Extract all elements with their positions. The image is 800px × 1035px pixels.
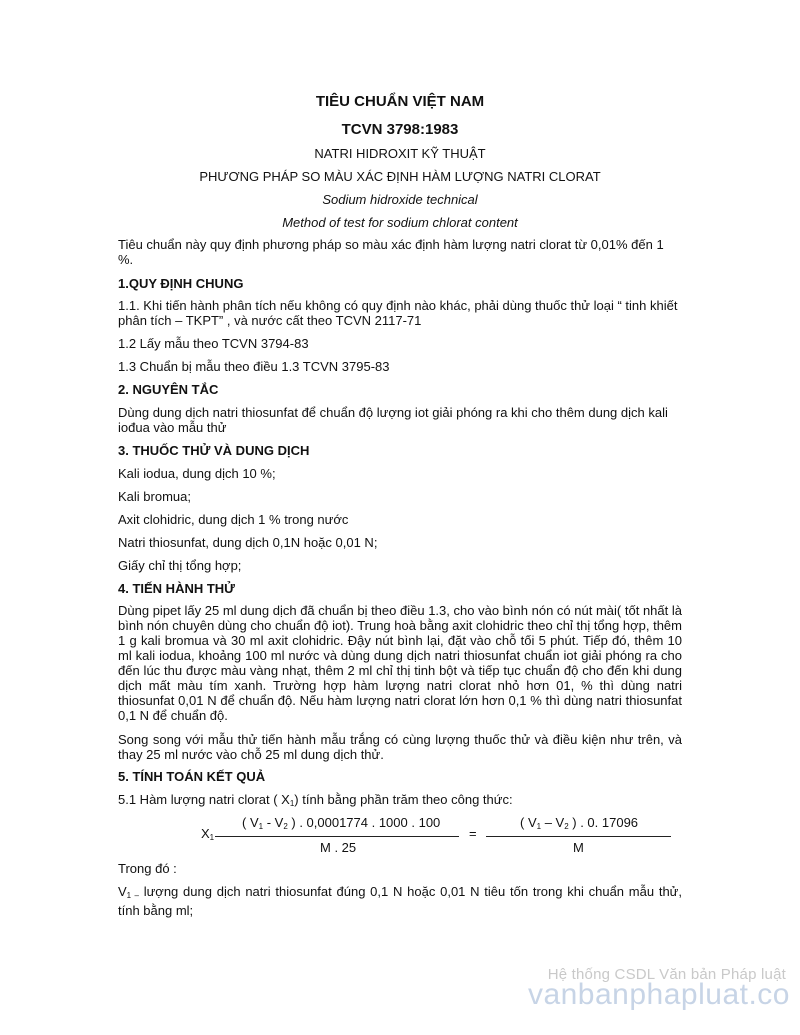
watermark-line-2: vanbanphapluat.co [527, 978, 790, 1011]
section-1-paragraph-1: 1.1. Khi tiến hành phân tích nếu không có quy định nào khác, phải dùng thuốc thử loại “ tinh khiết phân tích – TKPT” , và nước cất theo TCVN 2117-71 [118, 298, 678, 328]
fraction-bar-2 [486, 836, 671, 837]
subscript: 2 [283, 822, 288, 831]
text-segment: ) . 0,0001774 . 1000 . 100 [287, 815, 441, 830]
reagent-item: Kali iodua, dung dịch 10 %; [118, 466, 276, 481]
variable-definition-v1 [118, 884, 682, 918]
formula-numerator-1 [242, 815, 440, 831]
doc-method: PHƯƠNG PHÁP SO MÀU XÁC ĐỊNH HÀM LƯỢNG NATRI CLORAT [199, 169, 601, 184]
watermark-line-1: Hệ thống CSDL Văn bản Pháp luật [547, 966, 786, 983]
where-label: Trong đó : [118, 861, 177, 876]
subscript: 1 [289, 799, 295, 808]
subscript: 1 [536, 822, 542, 831]
text-segment: ( V [242, 815, 259, 830]
section-1-paragraph-2: 1.2 Lấy mẫu theo TCVN 3794-83 [118, 336, 309, 351]
formula-numerator-2 [520, 815, 638, 831]
formula-lhs [201, 826, 214, 842]
subscript: 2 [564, 822, 569, 831]
section-5-heading: 5. TÍNH TOÁN KẾT QUẢ [118, 769, 266, 784]
fraction-bar-1 [215, 836, 459, 837]
text-segment: 5.1 Hàm lượng natri clorat ( X [118, 792, 290, 807]
variable-symbol: V [118, 884, 127, 899]
doc-method-en: Method of test for sodium chlorat content [282, 215, 518, 230]
section-4-heading: 4. TIẾN HÀNH THỬ [118, 581, 235, 596]
section-1-heading: 1.QUY ĐỊNH CHUNG [118, 276, 244, 291]
formula-denominator-1: M . 25 [320, 840, 357, 855]
reagent-item: Kali bromua; [118, 489, 191, 504]
intro-paragraph: Tiêu chuẩn này quy định phương pháp so màu xác định hàm lượng natri clorat từ 0,01% đến 1 %. [118, 237, 664, 267]
section-2-heading: 2. NGUYÊN TẮC [118, 382, 219, 397]
formula-lhs-symbol: X [201, 826, 210, 841]
text-segment: ( V [520, 815, 537, 830]
text-segment: ) . 0. 17096 [568, 815, 639, 830]
text-segment: - V [263, 815, 284, 830]
formula-denominator-2: M [573, 840, 584, 855]
section-3-heading: 3. THUỐC THỬ VÀ DUNG DỊCH [118, 443, 310, 458]
reagent-item: Axit clohidric, dung dịch 1 % trong nước [118, 512, 349, 527]
reagent-item: Giấy chỉ thị tổng hợp; [118, 558, 242, 573]
subscript: 1 – [126, 891, 139, 900]
doc-title: TIÊU CHUẨN VIỆT NAM [315, 93, 485, 110]
section-4-paragraph-2: Song song với mẫu thử tiến hành mẫu trắng có cùng lượng thuốc thử và điều kiện như trên, và thay 25 ml nước vào chỗ 25 ml dung dịch thử. [118, 732, 682, 762]
subscript: 1 [209, 833, 215, 842]
section-4-paragraph-1: Dùng pipet lấy 25 ml dung dịch đã chuẩn bị theo điều 1.3, cho vào bình nón có nút mài( tốt nhất là bình nón chuyên dùng cho chuẩn độ iot). Trung hoà bằng axit clohidric theo chỉ thị tổng hợp, thêm 1 g kali bromua và 30 ml axit clohidric. Đậy nút bình lại, đặt vào chỗ tối 5 phút. Tiếp đó, thêm 10 ml kali iodua, khoảng 100 ml nước và dùng dung dịch natri thiosunfat chuẩn iot giải phóng ra cho đến lúc thu được màu vàng nhạt, thêm 2 ml chỉ thị tinh bột và tiếp tục chuẩn độ cho đến khi dung dịch mất màu tím xanh. Trường hợp hàm lượng natri clorat nhỏ hơn 01, % thì dùng natri thiosunfat 0,01 N để chuẩn độ. Nếu hàm lượng natri clorat lớn hơn 0,1 % thì dùng natri thiosunfat 0,1 N để chuẩn độ. [118, 603, 682, 723]
doc-subject-en: Sodium hidroxide technical [322, 192, 478, 207]
section-1-paragraph-3: 1.3 Chuẩn bị mẫu theo điều 1.3 TCVN 3795-83 [118, 359, 390, 374]
subscript: 1 [258, 822, 264, 831]
reagent-item: Natri thiosunfat, dung dịch 0,1N hoặc 0,01 N; [118, 535, 378, 550]
section-5-paragraph-1 [118, 792, 682, 811]
text-segment: – V [541, 815, 565, 830]
doc-code: TCVN 3798:1983 [341, 121, 459, 138]
doc-subject: NATRI HIDROXIT KỸ THUẬT [314, 146, 486, 161]
text-segment: lượng dung dịch natri thiosunfat đúng 0,1 N hoặc 0,01 N tiêu tốn trong khi chuẩn mẫu thử, tính bằng ml; [118, 884, 682, 918]
text-segment: ) tính bằng phần trăm theo công thức: [294, 792, 513, 807]
formula-equals: = [469, 826, 477, 841]
section-2-paragraph: Dùng dung dịch natri thiosunfat để chuẩn độ lượng iot giải phóng ra khi cho thêm dung dịch kali iođua vào mẫu thử [118, 405, 668, 435]
